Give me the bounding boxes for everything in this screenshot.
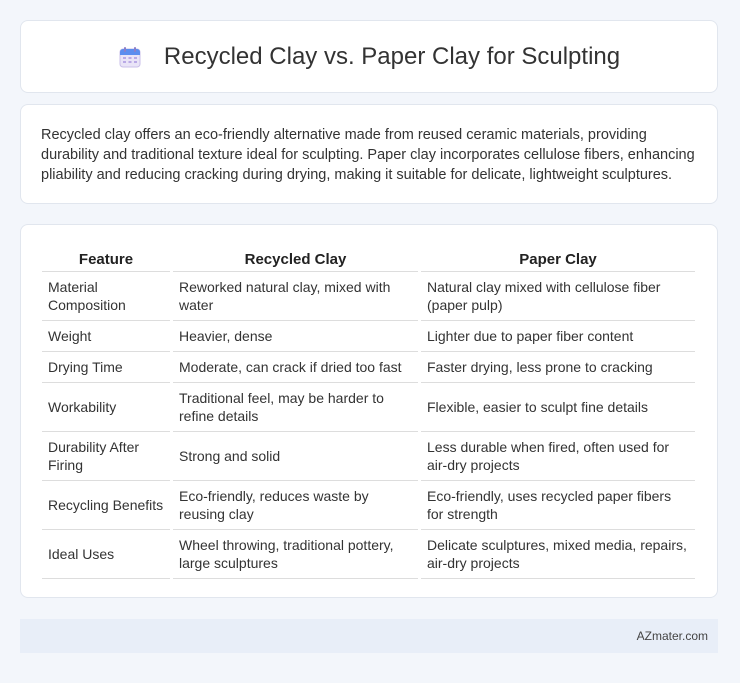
- footer: [20, 619, 718, 653]
- recycled-clay-cell: Moderate, can crack if dried too fast: [173, 352, 418, 383]
- table-row: [42, 481, 695, 530]
- feature-cell: Ideal Uses: [42, 530, 170, 579]
- table-header-row: [42, 245, 695, 272]
- table-row: [42, 352, 695, 383]
- table-row: [42, 530, 695, 579]
- title-card: [20, 20, 718, 93]
- recycled-clay-cell: Eco-friendly, reduces waste by reusing clay: [173, 481, 418, 530]
- recycled-clay-cell: Wheel throwing, traditional pottery, large sculptures: [173, 530, 418, 579]
- header-feature: Feature: [42, 245, 170, 272]
- feature-cell: Material Composition: [42, 272, 170, 321]
- intro-card: [20, 104, 718, 204]
- feature-cell: Workability: [42, 383, 170, 432]
- recycled-clay-cell: Heavier, dense: [173, 321, 418, 352]
- recycled-clay-cell: Reworked natural clay, mixed with water: [173, 272, 418, 321]
- footer-site-link[interactable]: AZmater.com: [636, 629, 708, 643]
- comparison-table: [39, 245, 698, 579]
- intro-text: Recycled clay offers an eco-friendly alternative made from reused ceramic materials, providing durability and traditional texture ideal for sculpting. Paper clay incorporates cellulose fibers, enhancing pliability and reducing cracking during drying, making it suitable for delicate, lightweight sculptures.: [41, 127, 695, 183]
- feature-cell: Weight: [42, 321, 170, 352]
- feature-cell: Drying Time: [42, 352, 170, 383]
- paper-clay-cell: Delicate sculptures, mixed media, repairs, air-dry projects: [421, 530, 695, 579]
- table-row: [42, 321, 695, 352]
- header-paper-clay: Paper Clay: [421, 245, 695, 272]
- paper-clay-cell: Natural clay mixed with cellulose fiber (paper pulp): [421, 272, 695, 321]
- paper-clay-cell: Lighter due to paper fiber content: [421, 321, 695, 352]
- table-row: [42, 272, 695, 321]
- paper-clay-cell: Faster drying, less prone to cracking: [421, 352, 695, 383]
- paper-clay-cell: Eco-friendly, uses recycled paper fibers for strength: [421, 481, 695, 530]
- recycled-clay-cell: Traditional feel, may be harder to refine details: [173, 383, 418, 432]
- header-recycled-clay: Recycled Clay: [173, 245, 418, 272]
- feature-cell: Durability After Firing: [42, 432, 170, 481]
- table-row: [42, 383, 695, 432]
- recycled-clay-cell: Strong and solid: [173, 432, 418, 481]
- calendar-icon: [118, 45, 142, 69]
- comparison-card: [20, 224, 718, 598]
- table-row: [42, 432, 695, 481]
- paper-clay-cell: Less durable when fired, often used for air-dry projects: [421, 432, 695, 481]
- page-title: Recycled Clay vs. Paper Clay for Sculpting: [163, 42, 621, 70]
- paper-clay-cell: Flexible, easier to sculpt fine details: [421, 383, 695, 432]
- feature-cell: Recycling Benefits: [42, 481, 170, 530]
